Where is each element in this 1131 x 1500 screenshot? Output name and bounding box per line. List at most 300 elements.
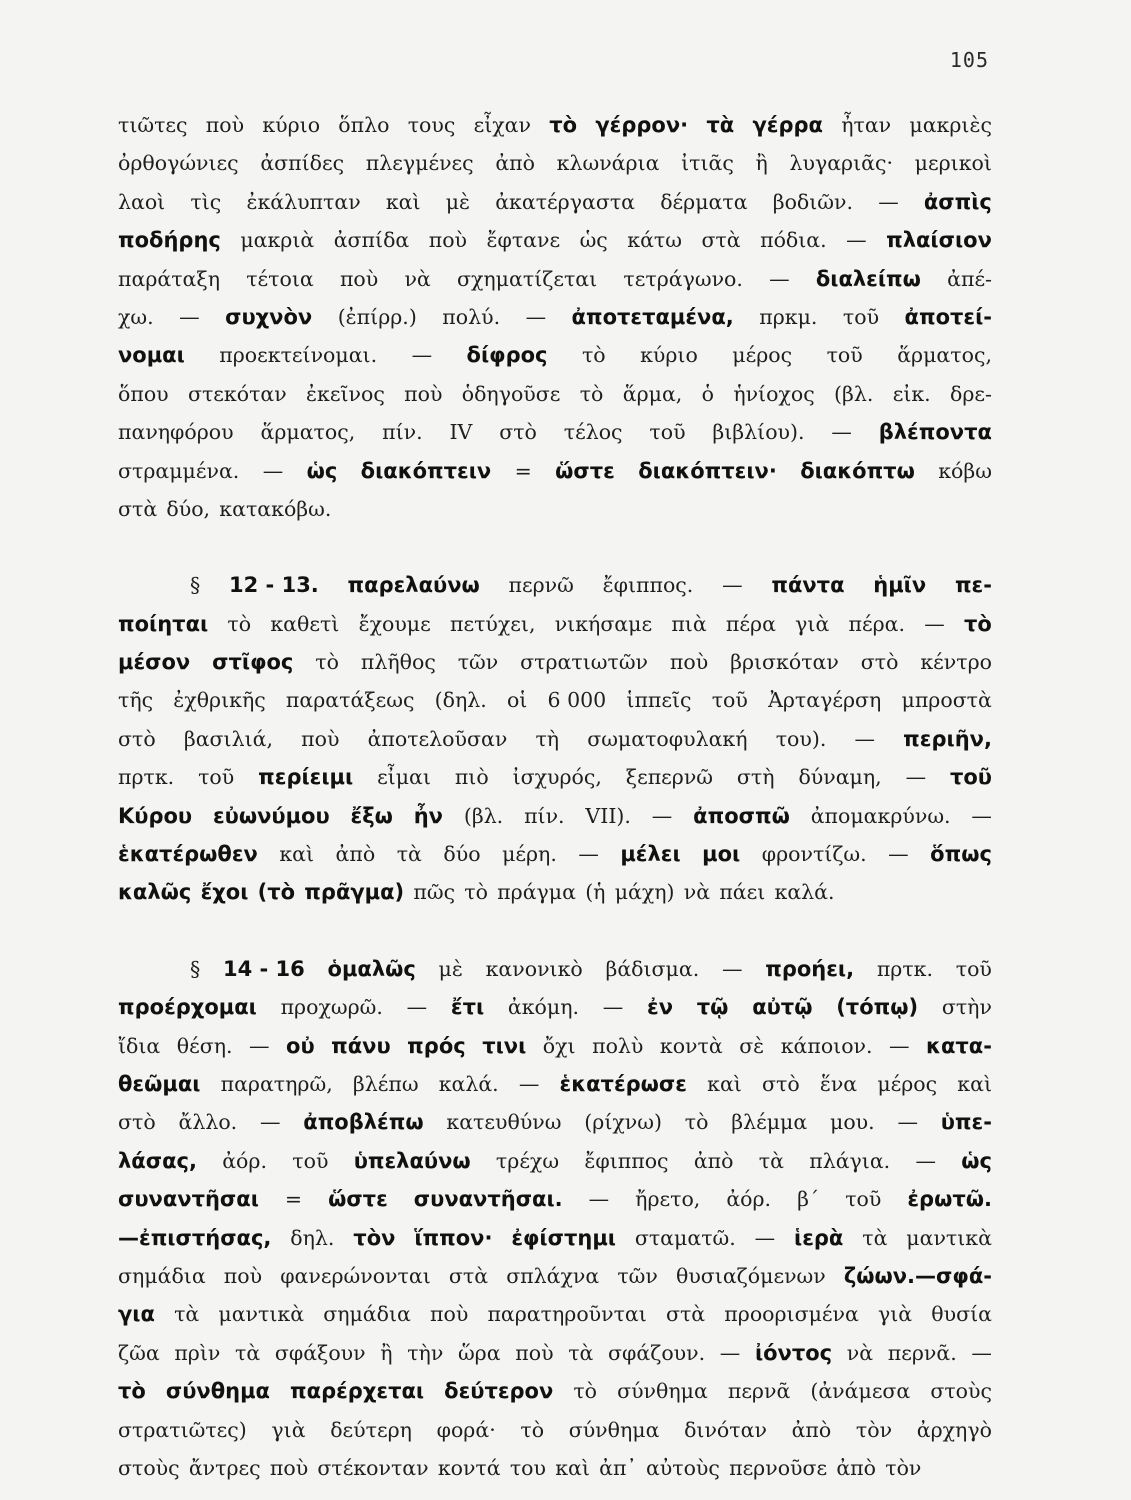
word: ὥρα	[457, 1340, 501, 1365]
word: αὐτοὺς	[645, 1455, 720, 1480]
text-line	[118, 566, 992, 604]
word: ποὺ	[515, 1340, 554, 1365]
word: ἀπὸ	[791, 1417, 832, 1442]
word: ἱππεῖς	[626, 688, 692, 713]
bold-term: ἔξω	[350, 803, 393, 828]
word: (ἐπίρρ.)	[337, 304, 417, 329]
word: β΄	[797, 1187, 820, 1212]
word: ἀπὸ	[693, 1148, 734, 1173]
word: προχωρῶ.	[280, 995, 383, 1020]
word: σωματοφυλακή	[587, 726, 748, 751]
word: ὁδηγοῦσε	[461, 381, 561, 406]
word: μέρη.	[502, 842, 557, 867]
word: —	[889, 1033, 910, 1058]
word: ἦταν	[841, 113, 892, 137]
word: κάποιον.	[780, 1033, 873, 1058]
bold-term: τινι	[482, 1033, 527, 1058]
word: κατακόβω.	[219, 496, 332, 521]
text-line	[118, 298, 992, 336]
word: ἄλλο.	[178, 1110, 238, 1135]
bold-term: ἀποτεί-	[904, 304, 992, 329]
word: στρατιῶτες)	[118, 1417, 247, 1442]
word: τὰ	[235, 1340, 261, 1365]
word: δρε-	[950, 381, 992, 406]
word: πολύ.	[442, 304, 501, 329]
page-number: 105	[949, 48, 989, 72]
bold-term: περιῆν,	[903, 726, 992, 751]
bold-term: τὸν	[353, 1225, 396, 1250]
word: ἀπομακρύνω.	[810, 803, 951, 828]
text-line	[118, 1372, 992, 1410]
word: πρτκ.	[876, 956, 934, 981]
word: θυσία	[931, 1302, 992, 1327]
word: προορισμένα	[724, 1302, 859, 1327]
bold-term: —ἐπιστήσας,	[118, 1225, 272, 1250]
paragraph	[118, 566, 992, 912]
word: περνᾶ.	[887, 1340, 957, 1365]
word: —	[719, 1340, 741, 1365]
word: —	[588, 1187, 610, 1212]
word: καὶ	[385, 189, 421, 214]
word: ἔφτανε	[486, 228, 561, 253]
word: ἴδια	[118, 1033, 161, 1058]
word: πολὺ	[592, 1033, 644, 1058]
word: ποὺ	[301, 726, 340, 751]
bold-term: 14 - 16	[222, 956, 305, 981]
bold-term: ἀποτεταμένα,	[571, 304, 734, 329]
word: ποὺ	[669, 650, 709, 675]
word: ἐκάλυπταν	[246, 189, 361, 214]
word: τὸ	[573, 1379, 598, 1404]
text-line	[118, 681, 992, 719]
word: γιὰ	[795, 611, 830, 636]
bold-term: σύνθημα	[165, 1379, 270, 1404]
bold-term: γέρρον·	[595, 113, 689, 137]
word: ξεπερνῶ	[625, 765, 714, 790]
word: τὸν	[855, 1417, 893, 1442]
bold-term: θεῶμαι	[118, 1071, 201, 1096]
word: ἤρετο,	[635, 1187, 701, 1212]
word: ὁ	[701, 381, 714, 406]
bold-term: δεύτερον	[444, 1379, 554, 1404]
word: μπροστὰ	[901, 688, 992, 713]
bold-term: (τόπῳ)	[836, 995, 919, 1020]
text-line	[118, 720, 992, 758]
word: στὸ	[118, 726, 156, 751]
bold-term: βλέποντα	[878, 420, 992, 445]
word: φορά·	[436, 1417, 496, 1442]
word: τοῦ	[826, 343, 863, 368]
text-line	[118, 336, 992, 374]
bold-term: μέλει	[620, 842, 681, 867]
word: δύο	[443, 842, 481, 867]
bold-term: ἀποβλέπω	[303, 1110, 424, 1135]
word: βασιλιά,	[183, 726, 273, 751]
word: τὸ	[581, 343, 606, 368]
word: του	[509, 1455, 546, 1480]
word: καθετὶ	[270, 611, 340, 636]
word: τῶν	[617, 1263, 658, 1288]
word: λαοὶ	[118, 189, 166, 214]
word: καὶ	[957, 1071, 992, 1096]
word: πρτκ.	[118, 765, 175, 790]
bold-term: συναντῆσαι.	[413, 1187, 563, 1212]
word: τέλος	[563, 420, 623, 445]
text-line	[118, 1219, 992, 1257]
text-line	[118, 605, 992, 643]
bold-term: 12 - 13.	[229, 573, 319, 598]
word: βρισκόταν	[730, 650, 839, 675]
word: σφάζουν.	[608, 1340, 706, 1365]
word: —	[924, 611, 945, 636]
word: πανηφόρου	[118, 420, 234, 445]
bold-term: παρέρχεται	[290, 1379, 425, 1404]
word: —	[249, 1033, 270, 1058]
bold-term: ἔχοι	[200, 880, 249, 905]
bold-term: λάσας,	[118, 1148, 197, 1173]
word: ἀκατέργαστα	[495, 189, 636, 214]
word: ἀρχηγὸ	[916, 1417, 992, 1442]
word: πιὰ	[671, 611, 707, 636]
word: ἔχουμε	[358, 611, 431, 636]
word: βάδισμα.	[605, 956, 700, 981]
word: νὰ	[683, 880, 711, 905]
word: ἕνα	[819, 1071, 858, 1096]
word: καλά.	[438, 1071, 499, 1096]
text-line	[118, 1334, 992, 1372]
word: κύριο	[262, 113, 321, 137]
word: ἐχθρικῆς	[173, 688, 266, 713]
bold-term: αὐτῷ	[752, 995, 813, 1020]
word: πιὸ	[454, 765, 489, 790]
word: —	[722, 573, 743, 598]
text-line	[118, 1065, 992, 1103]
word: τοῦ	[292, 1148, 329, 1173]
word: IV	[449, 420, 473, 445]
word: πίν.	[524, 803, 565, 828]
word: ὅπου	[118, 381, 169, 406]
word: λυγαριᾶς·	[789, 151, 893, 176]
word: —	[971, 1340, 992, 1365]
word: εἰκ.	[892, 381, 931, 406]
word: σύνθημα	[617, 1379, 708, 1404]
word: πῶς	[413, 880, 456, 905]
word: στραμμένα.	[118, 458, 240, 483]
word: Ἀρταγέρση	[768, 688, 882, 713]
word: κύριο	[640, 343, 698, 368]
text-line	[118, 413, 992, 451]
bold-term: κατα-	[926, 1033, 992, 1058]
word: τὸ	[464, 880, 488, 905]
bold-term: πάνυ	[331, 1033, 391, 1058]
word: χω.	[118, 304, 154, 329]
word: μαντικὰ	[906, 1225, 992, 1250]
word: σταματῶ.	[634, 1225, 736, 1250]
word: τρέχω	[495, 1148, 560, 1173]
bold-term: ὑπελαύνω	[353, 1148, 471, 1173]
word: μου.	[830, 1110, 875, 1135]
word: πλεγμένες	[365, 151, 474, 176]
word: —	[651, 803, 673, 828]
word: μερικοὶ	[914, 151, 992, 176]
word: πάει	[719, 880, 766, 905]
word: ποὺ	[205, 113, 245, 137]
word: ζῶα	[118, 1340, 160, 1365]
bold-term: ὥστε	[328, 1187, 388, 1212]
word: —	[578, 842, 599, 867]
word: νικήσαμε	[554, 611, 653, 636]
word: τοῦ	[198, 765, 235, 790]
word: ἀσπίδες	[260, 151, 345, 176]
word: §	[190, 573, 201, 598]
word: παρατάξεως	[285, 688, 415, 713]
text-line	[118, 144, 992, 182]
word: τοῦ	[955, 956, 992, 981]
word: ἀπὸ	[836, 1455, 877, 1480]
word: τὸ	[579, 381, 604, 406]
word: τὰ	[174, 1302, 200, 1327]
word: —	[905, 765, 927, 790]
bold-term: πρός	[407, 1033, 466, 1058]
bold-term: προέρχομαι	[118, 995, 257, 1020]
word: νὰ	[404, 266, 431, 291]
word: ἀπὸ	[335, 842, 376, 867]
word: τὸν	[885, 1455, 922, 1480]
word: μάχη)	[614, 880, 675, 905]
bold-term: στῖφος	[212, 650, 294, 675]
word: —	[878, 189, 899, 214]
word: —	[754, 1225, 776, 1250]
word: τῶν	[457, 650, 499, 675]
word: τὶς	[190, 189, 222, 214]
bold-term: ἡμῖν	[873, 573, 927, 598]
word: δηλ.	[290, 1225, 335, 1250]
word: πέρα	[725, 611, 776, 636]
word: ἢ	[380, 1340, 393, 1365]
word: τὰ	[568, 1340, 594, 1365]
word: κανονικὸ	[485, 956, 583, 981]
bold-term: παρελαύνω	[347, 573, 480, 598]
word: ὀρθογώνιες	[118, 151, 239, 176]
word: παρατηρῶ,	[220, 1071, 333, 1096]
word: τοῦ	[842, 304, 880, 329]
word: ἅρματος,	[260, 420, 356, 445]
bold-term: ἀποσπῶ	[693, 803, 790, 828]
word: —	[915, 1148, 936, 1173]
word: τοῦ	[845, 1187, 882, 1212]
word: θυσιαζόμενων	[676, 1263, 826, 1288]
word: ὅπλο	[338, 113, 390, 137]
word: —	[846, 228, 867, 253]
word: ὄχι	[542, 1033, 576, 1058]
word: τοῦ	[649, 420, 686, 445]
bold-term: ὑπε-	[940, 1110, 992, 1135]
word: ἢ	[755, 151, 768, 176]
bold-term: διακόπτειν	[360, 458, 492, 483]
bold-term: ἀσπὶς	[923, 189, 992, 214]
word: μέρος	[732, 343, 793, 368]
bold-term: ὁμαλῶς	[327, 956, 416, 981]
bold-term: προήει,	[765, 956, 855, 981]
word: ἀσπίδα	[333, 228, 410, 253]
bold-term: ἦν	[413, 803, 443, 828]
word: στὸ	[118, 1110, 156, 1135]
bold-term: τὸ	[549, 113, 578, 137]
bold-term: πρᾶγμα)	[304, 880, 405, 905]
word: σύνθημα	[568, 1417, 660, 1442]
word: —	[262, 458, 284, 483]
word: ἰτιᾶς	[681, 151, 734, 176]
bold-term: δίφρος	[466, 343, 548, 368]
word: κάτω	[627, 228, 682, 253]
word: —	[897, 1110, 918, 1135]
text-line	[118, 1449, 992, 1487]
word: §	[190, 956, 201, 981]
word: πρκμ.	[759, 304, 818, 329]
word: σὲ	[739, 1033, 765, 1058]
word: τὴν	[407, 1340, 444, 1365]
word: εἶμαι	[377, 765, 431, 790]
bold-term: ἔτι	[450, 995, 485, 1020]
word: στὸ	[860, 650, 899, 675]
word: τὸ	[520, 1417, 545, 1442]
word: —	[406, 995, 428, 1020]
word: ποὺ	[404, 381, 443, 406]
text-line	[118, 1027, 992, 1065]
word: (ἀνάμεσα	[810, 1379, 911, 1404]
bold-term: Κύρου	[118, 803, 193, 828]
word: στὴν	[941, 995, 992, 1020]
word: πλῆθος	[360, 650, 436, 675]
word: πέρα.	[848, 611, 906, 636]
word: σημάδια	[118, 1263, 206, 1288]
text-line	[118, 1180, 992, 1218]
word: ἔφιππος.	[602, 573, 694, 598]
word: νὰ	[846, 1340, 874, 1365]
bold-term: πάντα	[771, 573, 845, 598]
text-line	[118, 950, 992, 988]
word: σφάξουν	[274, 1340, 366, 1365]
text-line	[118, 1142, 992, 1180]
word: ἅρμα,	[622, 381, 683, 406]
bold-term: ποίηται	[118, 611, 209, 636]
word: βιβλίου).	[712, 420, 805, 445]
word: (βλ.	[463, 803, 504, 828]
bold-term: νομαι	[118, 343, 185, 368]
word: τὸ	[684, 1110, 709, 1135]
word: 6 000	[547, 688, 607, 713]
bold-term: τοῦ	[949, 765, 992, 790]
word: ἀπέ-	[947, 266, 992, 291]
word: στὰ	[665, 1302, 706, 1327]
word: πράγμα	[497, 880, 576, 905]
word: θέση.	[176, 1033, 233, 1058]
bold-term: συχνὸν	[225, 304, 313, 329]
word: τῆς	[118, 688, 154, 713]
word: κοντά	[437, 1455, 501, 1480]
word: κέντρο	[920, 650, 992, 675]
word: σπλάχνα	[506, 1263, 600, 1288]
word: ὡς	[579, 228, 608, 253]
bold-term: ζώων.—σφά-	[843, 1263, 992, 1288]
word: παρατηροῦνται	[487, 1302, 647, 1327]
word: στὸ	[499, 420, 537, 445]
word: ποὺ	[430, 1302, 469, 1327]
bold-term: ἐρωτῶ.	[907, 1187, 992, 1212]
word: πρὶν	[174, 1340, 221, 1365]
word: δύναμη,	[798, 765, 882, 790]
word: τιῶτες	[118, 113, 188, 137]
word: καλά.	[774, 880, 835, 905]
bold-term: ἱερὰ	[794, 1225, 844, 1250]
word: τὰ	[396, 842, 422, 867]
bold-term: οὐ	[286, 1033, 315, 1058]
text-line	[118, 490, 992, 528]
word: τὰ	[758, 1148, 784, 1173]
word: ποὺ	[339, 266, 379, 291]
word: κόβω	[938, 458, 992, 483]
bold-term: ἐφίστημι	[511, 1225, 616, 1250]
bold-term: ὥστε	[555, 458, 615, 483]
word: δέρματα	[660, 189, 748, 214]
word: ἀόρ.	[222, 1148, 267, 1173]
text-line	[118, 1411, 992, 1449]
word: καὶ	[555, 1455, 590, 1480]
word: —	[888, 842, 909, 867]
word: ἀποτελοῦσαν	[367, 726, 508, 751]
text-line	[118, 873, 992, 911]
word: ἔφιππος	[584, 1148, 669, 1173]
word: ἀόρ.	[726, 1187, 772, 1212]
bold-term: (τὸ	[257, 880, 296, 905]
bold-term: τὰ	[706, 113, 735, 137]
word: γιὰ	[877, 1302, 913, 1327]
text-line	[118, 1103, 992, 1141]
word: στὰ	[448, 1263, 489, 1288]
word: περνῶ	[508, 573, 574, 598]
word: VII).	[585, 803, 631, 828]
bold-term: διακόπτειν·	[638, 458, 777, 483]
word: εἶχαν	[473, 113, 531, 137]
bold-term: πλαίσιον	[886, 228, 992, 253]
text-line	[118, 643, 992, 681]
word: ποὺ	[223, 1263, 263, 1288]
word: ἅρματος,	[897, 343, 992, 368]
body-text	[118, 106, 992, 1487]
word: ἀπὸ	[495, 151, 535, 176]
word: στοὺς	[118, 1455, 180, 1480]
word: —	[854, 726, 876, 751]
word: ποὺ	[269, 1455, 309, 1480]
bold-term: ἑκατέρωσε	[559, 1071, 687, 1096]
word: —	[179, 304, 200, 329]
bold-term: ὡς	[961, 1148, 992, 1173]
bold-term: ποδήρης	[118, 228, 221, 253]
word: στὰ	[118, 496, 158, 521]
text-line	[118, 797, 992, 835]
word: —	[259, 1110, 281, 1135]
word: τὰ	[862, 1225, 888, 1250]
word: στὰ	[701, 228, 741, 253]
word: στοὺς	[930, 1379, 992, 1404]
word: =	[284, 1187, 303, 1212]
text-line	[118, 988, 992, 1026]
word: τὸ	[227, 611, 252, 636]
paragraph	[118, 950, 992, 1487]
bold-term: τὸ	[118, 1379, 146, 1404]
word: ἰσχυρός,	[512, 765, 602, 790]
word: προεκτείνομαι.	[219, 343, 378, 368]
